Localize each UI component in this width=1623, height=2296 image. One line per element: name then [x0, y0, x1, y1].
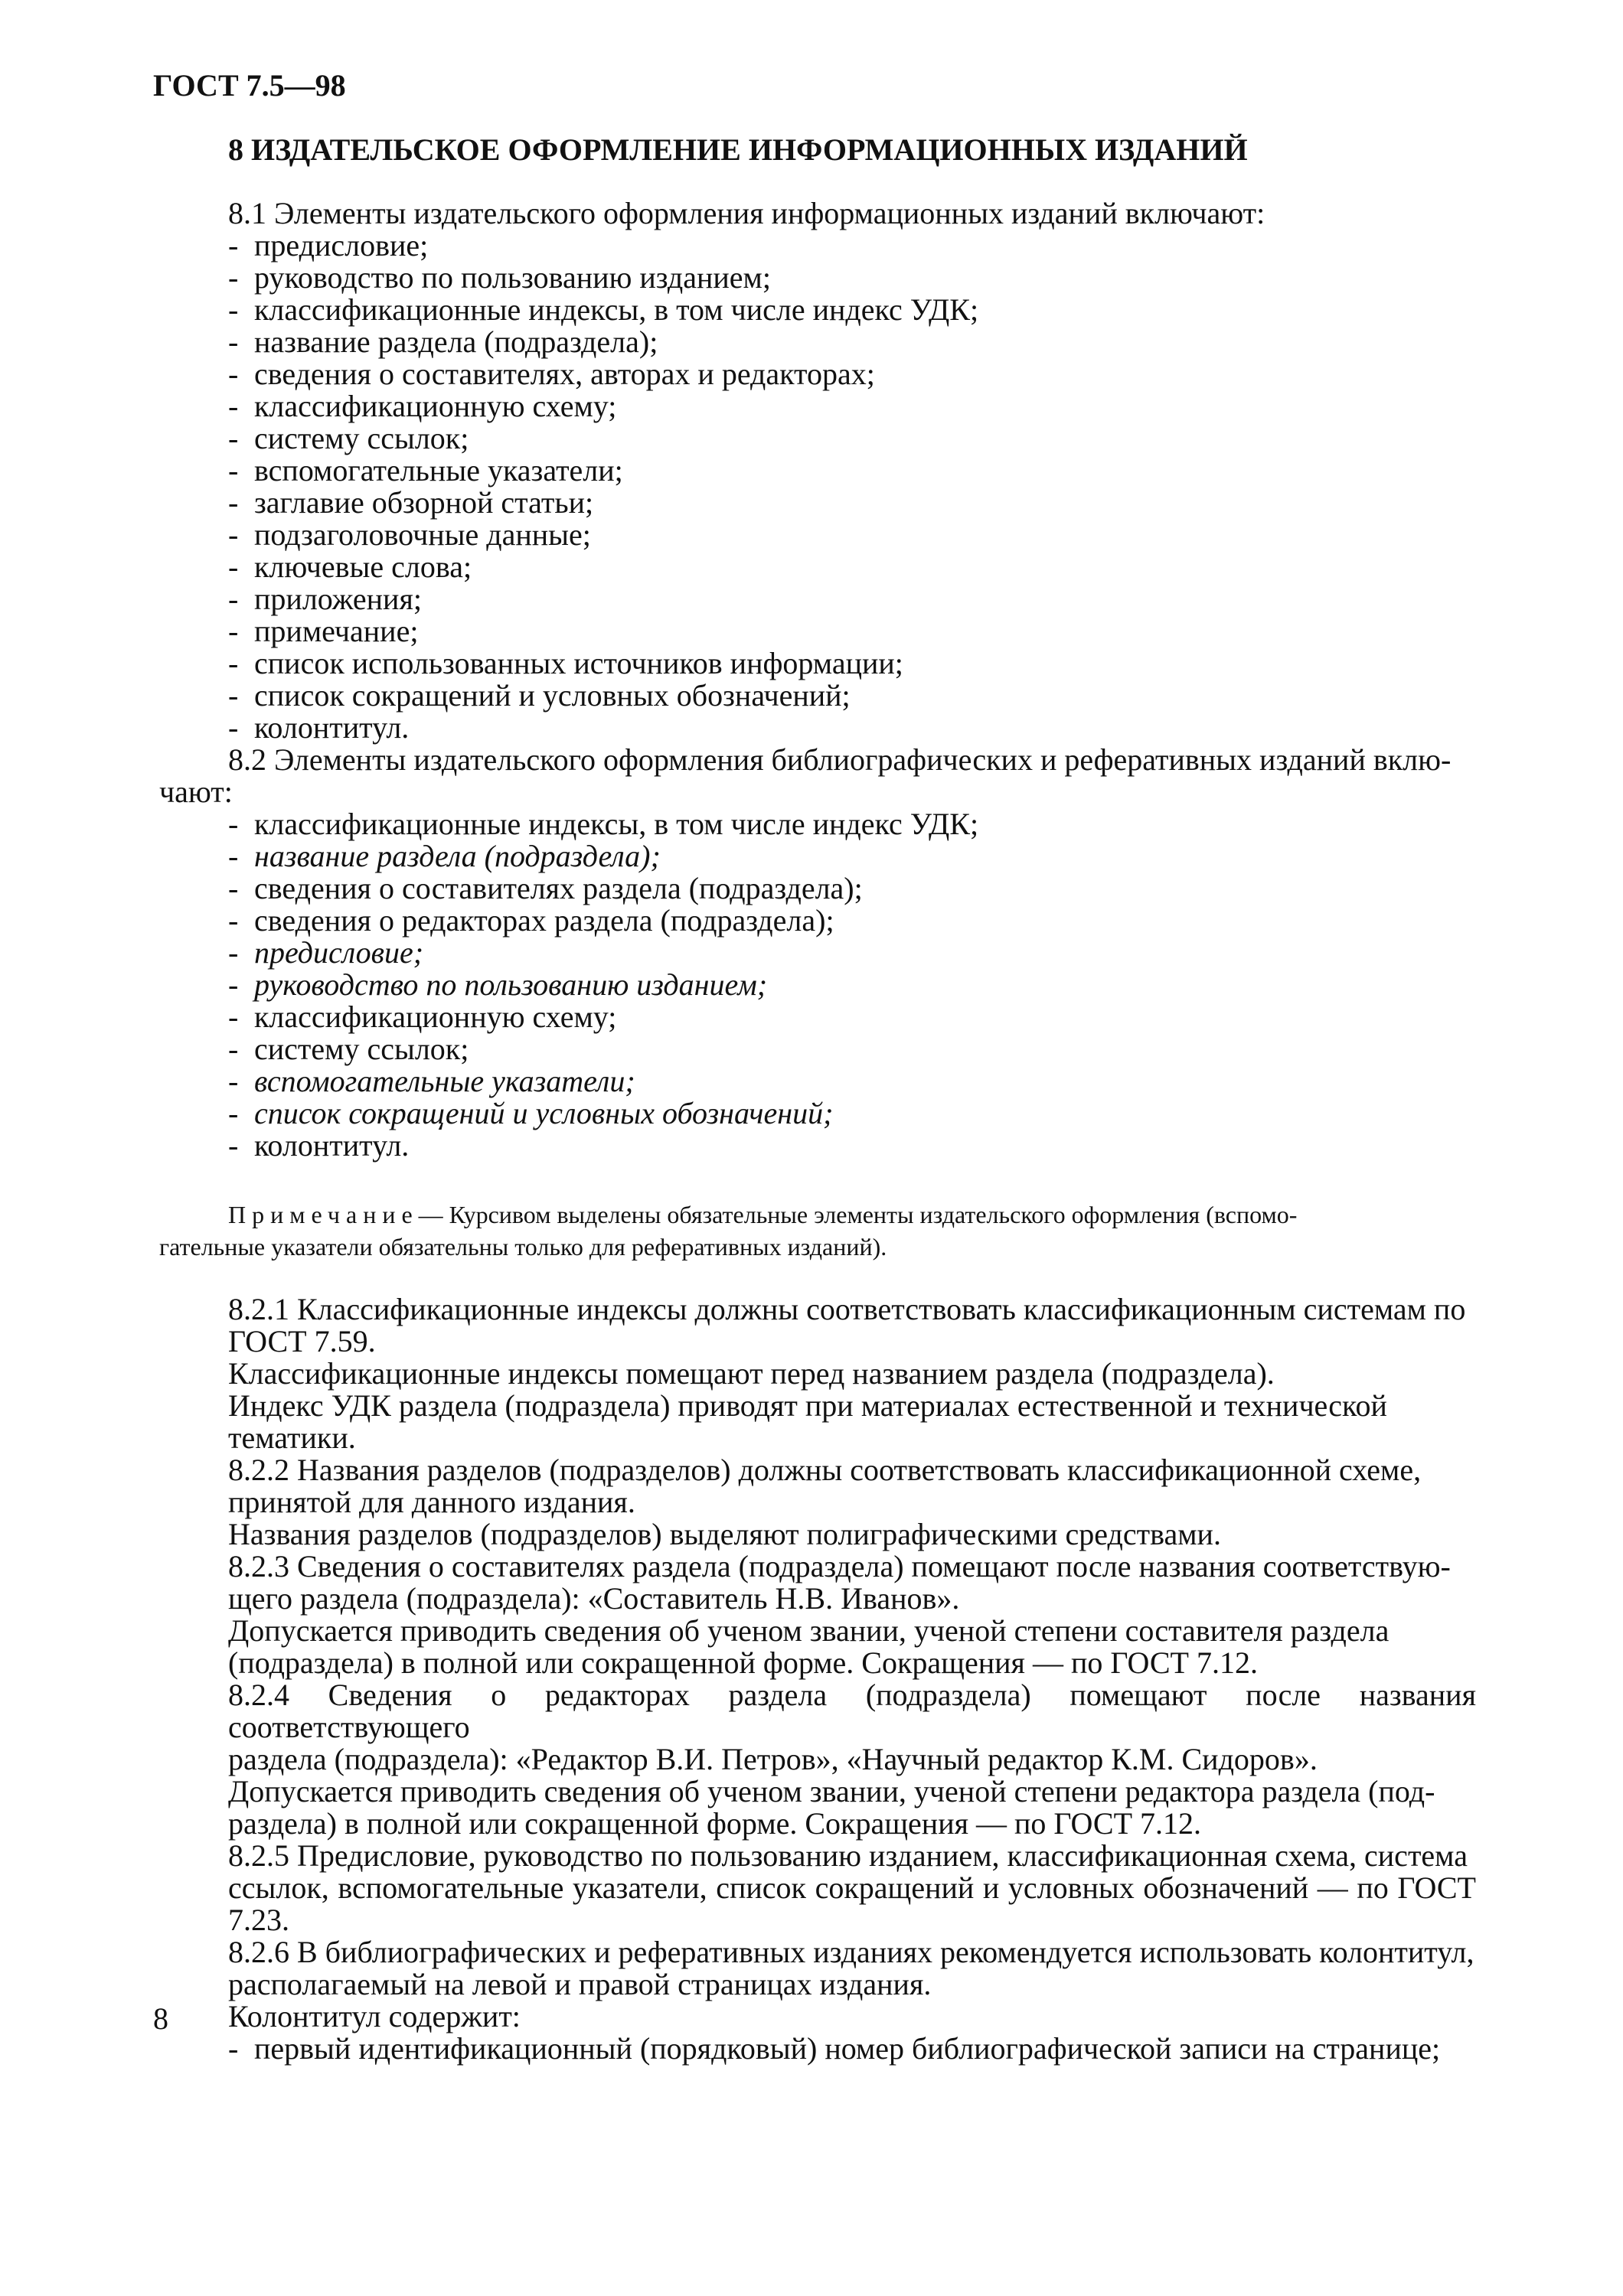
clause-8-2-2: 8.2.2 Названия разделов (подразделов) должны соответствовать классификационной схеме,: [228, 1453, 1422, 1487]
list-item: - подзаголовочные данные;: [228, 517, 591, 552]
list-item: - систему ссылок;: [228, 421, 469, 455]
clause-8-2-1-b: Классификационные индексы помещают перед названием раздела (подраздела).: [228, 1356, 1275, 1391]
clause-8-2-2-cont: принятой для данного издания.: [228, 1485, 635, 1519]
section-heading: 8 ИЗДАТЕЛЬСКОЕ ОФОРМЛЕНИЕ ИНФОРМАЦИОННЫХ ИЗДАНИЙ: [228, 132, 1248, 167]
clause-8-2-4-b-cont: раздела) в полной или сокращенной форме. Сокращения — по ГОСТ 7.12.: [228, 1806, 1202, 1841]
clause-8-2-4: 8.2.4 Сведения о редакторах раздела (подраздела) помещают после названия соответствующего: [228, 1678, 1476, 1744]
list-8-1: [228, 230, 1476, 744]
list-item: - классификационные индексы, в том числе индекс УДК;: [228, 292, 979, 327]
list-item: - предисловие;: [228, 935, 424, 970]
clause-8-2-3: 8.2.3 Сведения о составителях раздела (подраздела) помещают после названия соответствую-: [228, 1549, 1451, 1583]
list-item: - классификационные индексы, в том числе индекс УДК;: [228, 807, 979, 841]
list-item: - список использованных источников информации;: [228, 646, 903, 680]
clause-8-2-6-cont: располагаемый на левой и правой страницах издания.: [228, 1967, 932, 2001]
clause-8-2-3-b: Допускается приводить сведения об ученом звании, ученой степени составителя раздела: [228, 1613, 1390, 1648]
clause-8-2-3-cont: щего раздела (подраздела): «Составитель Н.В. Иванов».: [228, 1581, 960, 1616]
list-8-2-6: [228, 2033, 1476, 2065]
clause-8-2-5: 8.2.5 Предисловие, руководство по пользованию изданием, классификационная схема, система: [228, 1838, 1468, 1873]
list-item: - заглавие обзорной статьи;: [228, 485, 594, 520]
list-item: - классификационную схему;: [228, 1000, 617, 1034]
clause-8-2-4-b: Допускается приводить сведения об ученом звании, ученой степени редактора раздела (под-: [228, 1774, 1435, 1808]
clause-8-2-1-c: Индекс УДК раздела (подраздела) приводят при материалах естественной и технической: [228, 1388, 1387, 1423]
list-item: - руководство по пользованию изданием;: [228, 260, 771, 295]
note-label: Примечание: [228, 1201, 419, 1228]
list-item: - колонтитул.: [228, 1128, 410, 1163]
clause-8-2-4-cont: раздела (подраздела): «Редактор В.И. Петров», «Научный редактор К.М. Сидоров».: [228, 1742, 1318, 1776]
list-item: - список сокращений и условных обозначений;: [228, 1096, 834, 1130]
clause-8-2-intro-cont: чают:: [159, 775, 233, 809]
clause-8-2-3-b-cont: (подраздела) в полной или сокращенной форме. Сокращения — по ГОСТ 7.12.: [228, 1645, 1258, 1680]
list-item: - предисловие;: [228, 228, 429, 263]
list-item: - колонтитул.: [228, 710, 410, 745]
list-item: - приложения;: [228, 582, 422, 616]
clause-8-1-intro: 8.1 Элементы издательского оформления информационных изданий включают:: [228, 196, 1265, 230]
clause-8-2-5-cont: ссылок, вспомогательные указатели, список сокращений и условных обозначений — по ГОСТ 7.23.: [228, 1870, 1476, 1937]
list-item: - примечание;: [228, 614, 419, 648]
list-item: - сведения о редакторах раздела (подраздела);: [228, 903, 834, 938]
clause-8-2-6: 8.2.6 В библиографических и реферативных изданиях рекомендуется использовать колонтитул,: [228, 1935, 1474, 1969]
running-head-standard: ГОСТ 7.5—98: [153, 68, 346, 103]
list-item: - сведения о составителях раздела (подраздела);: [228, 871, 863, 905]
document-body: [159, 196, 1476, 2066]
clause-8-2-intro: 8.2 Элементы издательского оформления библиографических и реферативных изданий вклю-: [228, 742, 1452, 777]
list-item: - систему ссылок;: [228, 1032, 469, 1066]
note-block: [159, 1199, 1476, 1263]
list-item: - название раздела (подраздела);: [228, 325, 658, 359]
note-text-2: гательные указатели обязательны только для реферативных изданий).: [159, 1233, 887, 1261]
list-item: - классификационную схему;: [228, 389, 617, 423]
list-item: - первый идентификационный (порядковый) номер библиографической записи на странице;: [228, 2031, 1441, 2066]
list-item: - список сокращений и условных обозначений;: [228, 678, 851, 713]
list-item: - вспомогательные указатели;: [228, 453, 623, 488]
list-item: - руководство по пользованию изданием;: [228, 967, 768, 1002]
page-number: 8: [153, 2001, 168, 2036]
note-text-1: — Курсивом выделены обязательные элементы издательского оформления (вспомо-: [418, 1201, 1298, 1228]
clause-8-2-1: 8.2.1 Классификационные индексы должны соответствовать классификационным системам по: [228, 1292, 1466, 1326]
clause-8-2-6-b: Колонтитул содержит:: [228, 1999, 521, 2033]
list-item: - сведения о составителях, авторах и редакторах;: [228, 357, 875, 391]
list-item: - ключевые слова;: [228, 550, 472, 584]
clause-8-2-1-c-cont: тематики.: [228, 1420, 356, 1455]
clause-8-2-1-cont: ГОСТ 7.59.: [228, 1324, 376, 1358]
list-item: - вспомогательные указатели;: [228, 1064, 635, 1098]
list-8-2: [228, 808, 1476, 1162]
clause-8-2-2-b: Названия разделов (подразделов) выделяют полиграфическими средствами.: [228, 1517, 1221, 1551]
list-item: - название раздела (подраздела);: [228, 839, 661, 873]
